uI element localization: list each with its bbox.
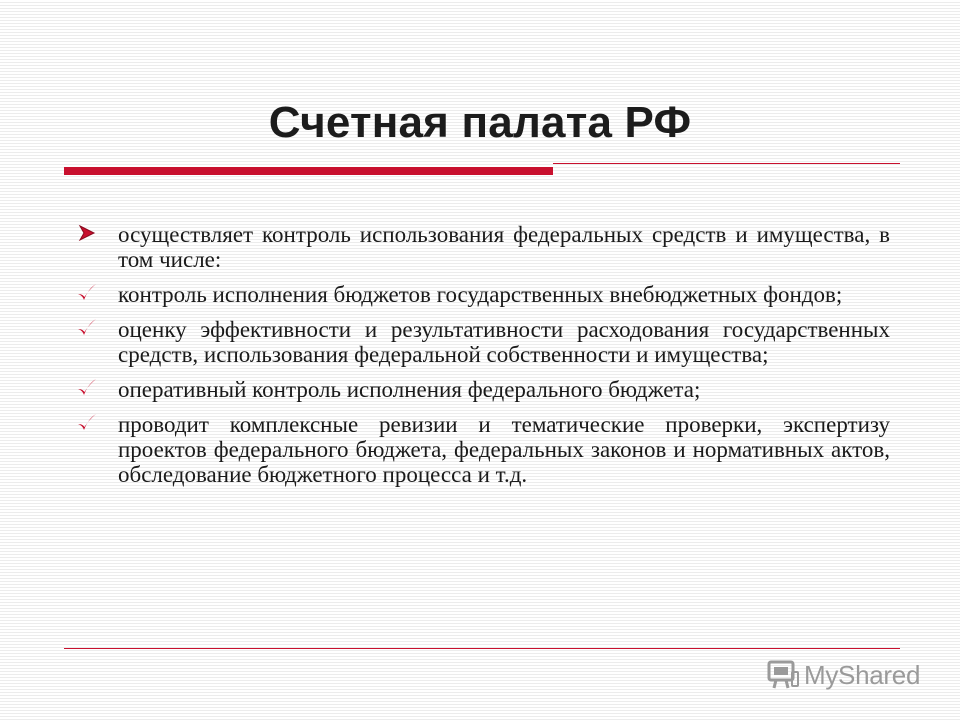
watermark-logo[interactable] xyxy=(766,657,920,693)
bullet-item xyxy=(72,377,890,402)
slide-title: Счетная палата РФ xyxy=(268,98,692,147)
footer-rule xyxy=(64,648,900,649)
title-underline-thin xyxy=(553,163,900,164)
bullet-text: оценку эффективности и результативности расходования государственных средств, использования федеральной собственности и имущества; xyxy=(118,317,890,367)
watermark-text: MyShared xyxy=(804,659,921,690)
bullet-text: оперативный контроль исполнения федерального бюджета; xyxy=(118,377,701,402)
checkmark-icon xyxy=(76,282,98,304)
bullet-list xyxy=(72,222,890,497)
checkmark-icon xyxy=(76,317,98,339)
bullet-item xyxy=(72,412,890,487)
arrow-icon xyxy=(76,222,98,244)
myshared-logo-icon xyxy=(766,658,800,692)
bullet-item xyxy=(72,222,890,272)
bullet-item xyxy=(72,317,890,367)
bullet-text: осуществляет контроль использования федеральных средств и имущества, в том числе: xyxy=(118,222,890,272)
bullet-text: проводит комплексные ревизии и тематические проверки, экспертизу проектов федерального бюджета, федеральных законов и нормативных актов, обследование бюджетного процесса и т.д. xyxy=(118,412,890,487)
checkmark-icon xyxy=(76,377,98,399)
bullet-text: контроль исполнения бюджетов государственных внебюджетных фондов; xyxy=(118,282,843,307)
title-underline-accent xyxy=(64,167,553,175)
bullet-item xyxy=(72,282,890,307)
checkmark-icon xyxy=(76,412,98,434)
